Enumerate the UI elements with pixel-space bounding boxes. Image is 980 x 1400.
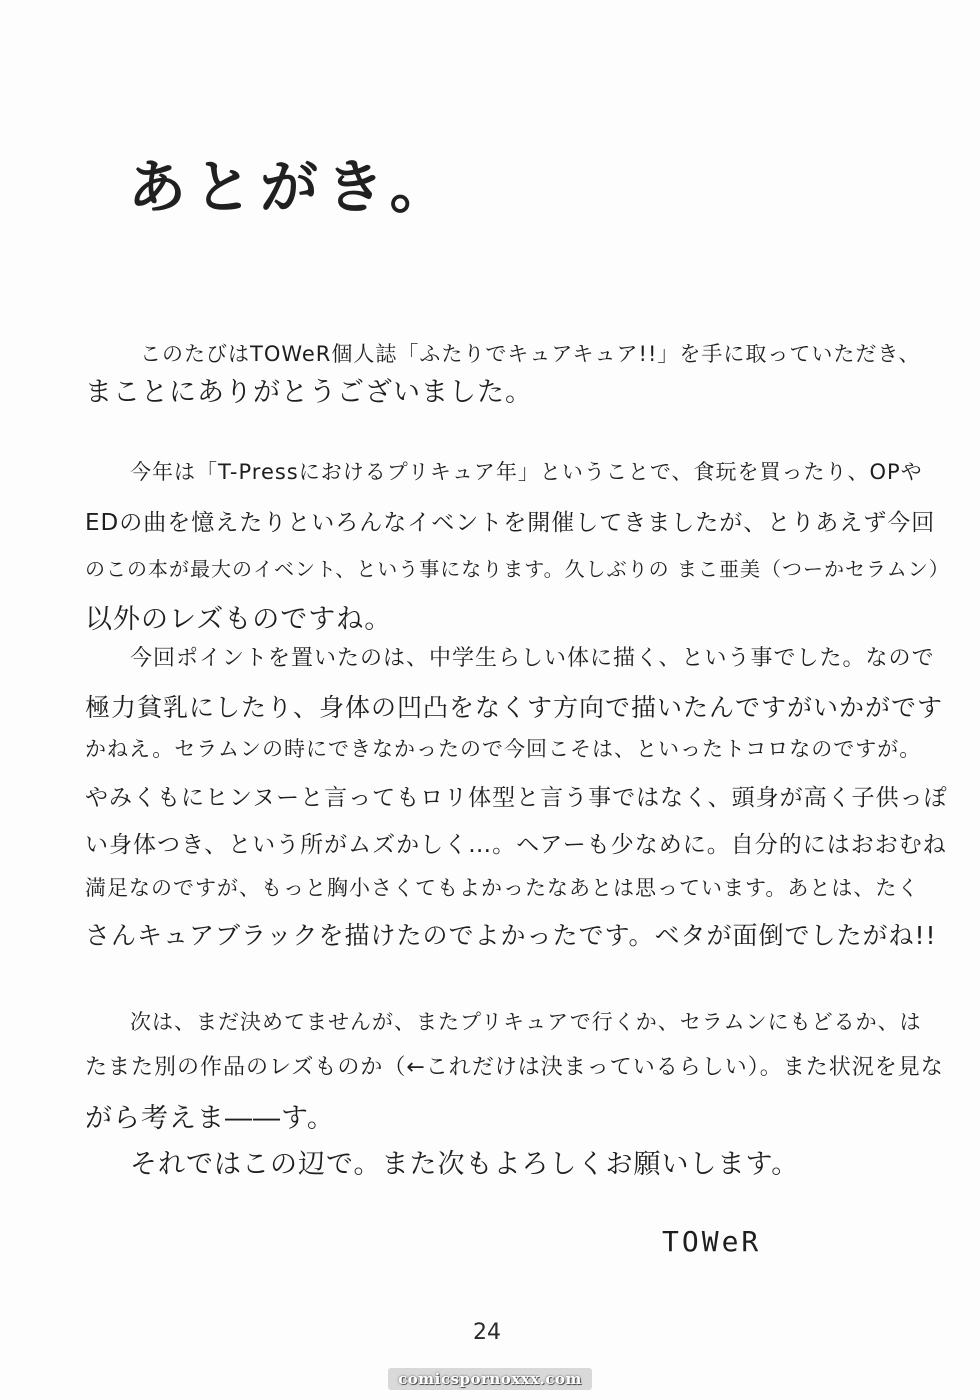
text-line: かねえ。セラムンの時にできなかったので今回こそは、といったトコロなのですが。 — [85, 737, 922, 761]
page-number: 24 — [473, 1320, 501, 1345]
text-line: たまた別の作品のレズものか（←これだけは決まっているらしい）。また状況を見な — [85, 1055, 944, 1080]
site-watermark: comicspornoxxx.com — [388, 1368, 592, 1390]
text-line: 以外のレズものですね。 — [85, 604, 393, 635]
page-title: あとがき。 — [128, 153, 456, 221]
text-line: い身体つき、という所がムズかしく…。ヘアーも少なめに。自分的にはおおむね — [85, 832, 947, 858]
text-line: 極力貧乳にしたり、身体の凹凸をなくす方向で描いたんですがいかがです — [85, 693, 944, 722]
text-line: やみくもにヒンヌーと言ってもロリ体型と言う事ではなく、頭身が高く子供っぽ — [85, 785, 948, 811]
text-line: がら考えま――す。 — [85, 1103, 335, 1134]
text-line: このたびはTOWeR個人誌「ふたりでキュアキュア!!」を手に取っていただき、 — [140, 342, 921, 366]
text-line: それではこの辺で。また次もよろしくお願いします。 — [130, 1149, 800, 1180]
text-line: 今年は「T-Pressにおけるプリキュア年」ということで、食玩を買ったり、OPや — [130, 460, 923, 484]
text-line: のこの本が最大のイベント、という事になります。久しぶりの まこ亜美（つーかセラムン） — [85, 557, 950, 581]
text-line: まことにありがとうございました。 — [85, 377, 533, 408]
text-line: EDの曲を憶えたりといろんなイベントを開催してきましたが、とりあえず今回 — [85, 510, 936, 536]
text-line: 今回ポイントを置いたのは、中学生らしい体に描く、という事でした。なので — [130, 646, 935, 671]
text-line: 満足なのですが、もっと胸小さくてもよかったなあとは思っています。あとは、たく — [85, 876, 920, 900]
text-line: 次は、まだ決めてませんが、またプリキュアで行くか、セラムンにもどるか、は — [130, 1010, 922, 1034]
text-line: さんキュアブラックを描けたのでよかったです。ベタが面倒でしたがね!! — [85, 921, 937, 950]
author-signature: TOWeR — [662, 1225, 762, 1258]
